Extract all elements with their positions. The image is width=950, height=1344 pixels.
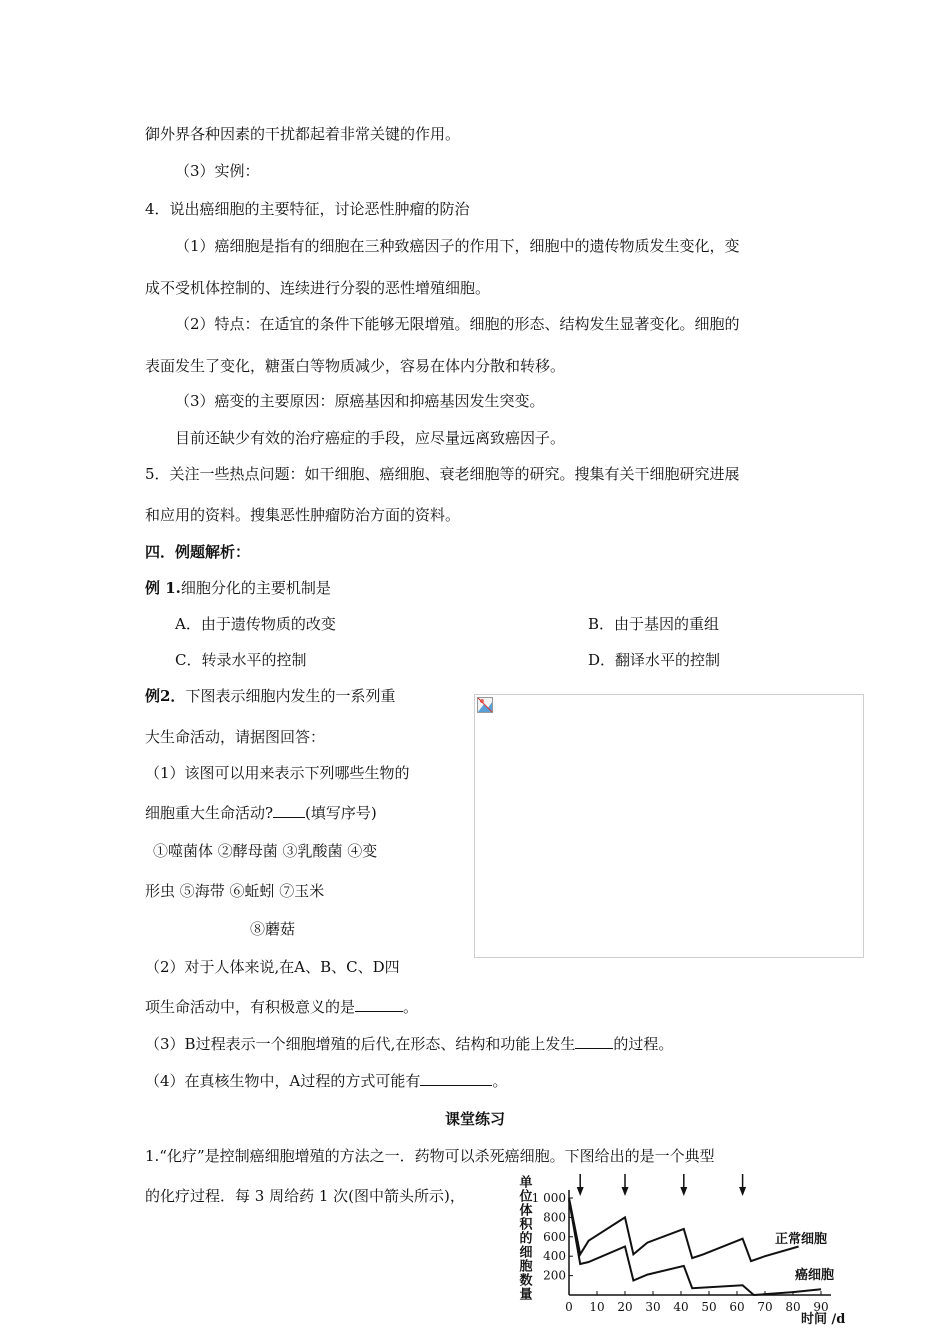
x-axis-label: 时间 /d xyxy=(801,1312,846,1327)
practice-title: 课堂练习 xyxy=(444,1110,505,1128)
paragraph-line: （3）癌变的主要原因：原癌基因和抑癌基因发生突变。 xyxy=(175,392,545,410)
option-a: A．由于遗传物质的改变 xyxy=(175,615,336,633)
x-tick-label: 0 xyxy=(565,1300,573,1314)
x-tick-label: 90 xyxy=(813,1300,829,1314)
option-c: C．转录水平的控制 xyxy=(175,651,307,669)
question-line: 细胞重大生命活动? (填写序号) xyxy=(145,804,377,822)
paragraph-line: （1）癌细胞是指有的细胞在三种致癌因子的作用下，细胞中的遗传物质发生变化，变 xyxy=(175,237,740,255)
options-line: ⑧蘑菇 xyxy=(250,920,296,938)
series-label: 癌细胞 xyxy=(795,1268,835,1283)
series-label: 正常细胞 xyxy=(775,1232,828,1247)
y-tick-label: 400 xyxy=(543,1249,566,1264)
section-title: 四．例题解析： xyxy=(145,543,251,561)
option-b: B．由于基因的重组 xyxy=(588,615,720,633)
x-tick-label: 40 xyxy=(673,1300,689,1314)
section-heading: 5．关注一些热点问题：如干细胞、癌细胞、衰老细胞等的研究。搜集有关干细胞研究进展 xyxy=(145,465,740,483)
section-heading: 4．说出癌细胞的主要特征，讨论恶性肿瘤的防治 xyxy=(145,200,470,218)
paragraph-line: 御外界各种因素的干扰都起着非常关键的作用。 xyxy=(145,125,461,143)
answer-blank[interactable] xyxy=(355,997,403,1012)
options-line: 形虫 ⑤海带 ⑥蚯蚓 ⑦玉米 xyxy=(145,882,325,900)
question-line: 1.“化疗”是控制癌细胞增殖的方法之一．药物可以杀死癌细胞。下图给出的是一个典型 xyxy=(145,1147,715,1165)
series-line xyxy=(569,1198,799,1261)
drug-arrow-head xyxy=(739,1187,746,1196)
series-line xyxy=(569,1200,821,1295)
example-text: 下图表示细胞内发生的一系列重 xyxy=(185,687,396,705)
paragraph-line: 表面发生了变化，糖蛋白等物质减少，容易在体内分散和转移。 xyxy=(145,357,566,375)
x-tick-label: 70 xyxy=(757,1300,773,1314)
paragraph-line: 和应用的资料。搜集恶性肿瘤防治方面的资料。 xyxy=(145,506,461,524)
answer-blank[interactable] xyxy=(575,1034,613,1049)
options-line: ①噬菌体 ②酵母菌 ③乳酸菌 ④变 xyxy=(153,842,378,860)
x-tick-label: 50 xyxy=(701,1300,717,1314)
option-d: D．翻译水平的控制 xyxy=(588,651,721,669)
x-tick-label: 20 xyxy=(617,1300,633,1314)
question-line: 项生命活动中，有积极意义的是 。 xyxy=(145,998,419,1016)
plot-area xyxy=(532,1174,834,1314)
x-tick-label: 60 xyxy=(729,1300,745,1314)
example-1 xyxy=(145,578,331,598)
paragraph-line: 目前还缺少有效的治疗癌症的手段，应尽量远离致癌因子。 xyxy=(175,429,566,447)
example-2 xyxy=(145,686,395,706)
answer-blank[interactable] xyxy=(420,1071,492,1086)
x-tick-label: 10 xyxy=(589,1300,605,1314)
y-tick-label: 1 000 xyxy=(531,1191,566,1205)
figure-placeholder xyxy=(474,694,864,958)
question-line: 的化疗过程．每 3 周给药 1 次(图中箭头所示)， xyxy=(145,1187,465,1205)
example-label: 例 1. xyxy=(145,579,181,597)
y-axis-label: 单位体积的细胞数量 xyxy=(516,1175,532,1301)
question-line: （2）对于人体来说,在A、B、C、D四 xyxy=(145,958,400,976)
paragraph-line: （2）特点：在适宜的条件下能够无限增殖。细胞的形态、结构发生显著变化。细胞的 xyxy=(175,315,740,333)
x-tick-label: 30 xyxy=(645,1300,661,1314)
x-tick-label: 80 xyxy=(785,1300,801,1314)
y-tick-label: 600 xyxy=(543,1229,566,1244)
answer-blank[interactable] xyxy=(273,803,305,818)
example-label: 例2． xyxy=(145,687,186,705)
paragraph-line: 大生命活动，请据图回答： xyxy=(145,728,326,746)
drug-arrow-head xyxy=(680,1187,687,1196)
paragraph-line: （3）实例： xyxy=(175,162,260,180)
drug-arrow-head xyxy=(622,1187,629,1196)
y-tick-label: 200 xyxy=(543,1268,566,1283)
example-text: 细胞分化的主要机制是 xyxy=(180,579,331,597)
drug-arrow-head xyxy=(577,1187,584,1196)
question-line: （1）该图可以用来表示下列哪些生物的 xyxy=(145,764,410,782)
question-line: （4）在真核生物中，A过程的方式可能有 。 xyxy=(145,1072,508,1090)
paragraph-line: 成不受机体控制的、连续进行分裂的恶性增殖细胞。 xyxy=(145,279,491,297)
chemotherapy-chart xyxy=(505,1165,850,1327)
question-line: （3）B过程表示一个细胞增殖的后代,在形态、结构和功能上发生 的过程。 xyxy=(145,1035,674,1053)
broken-image-icon xyxy=(477,697,493,713)
y-tick-label: 800 xyxy=(543,1210,566,1225)
